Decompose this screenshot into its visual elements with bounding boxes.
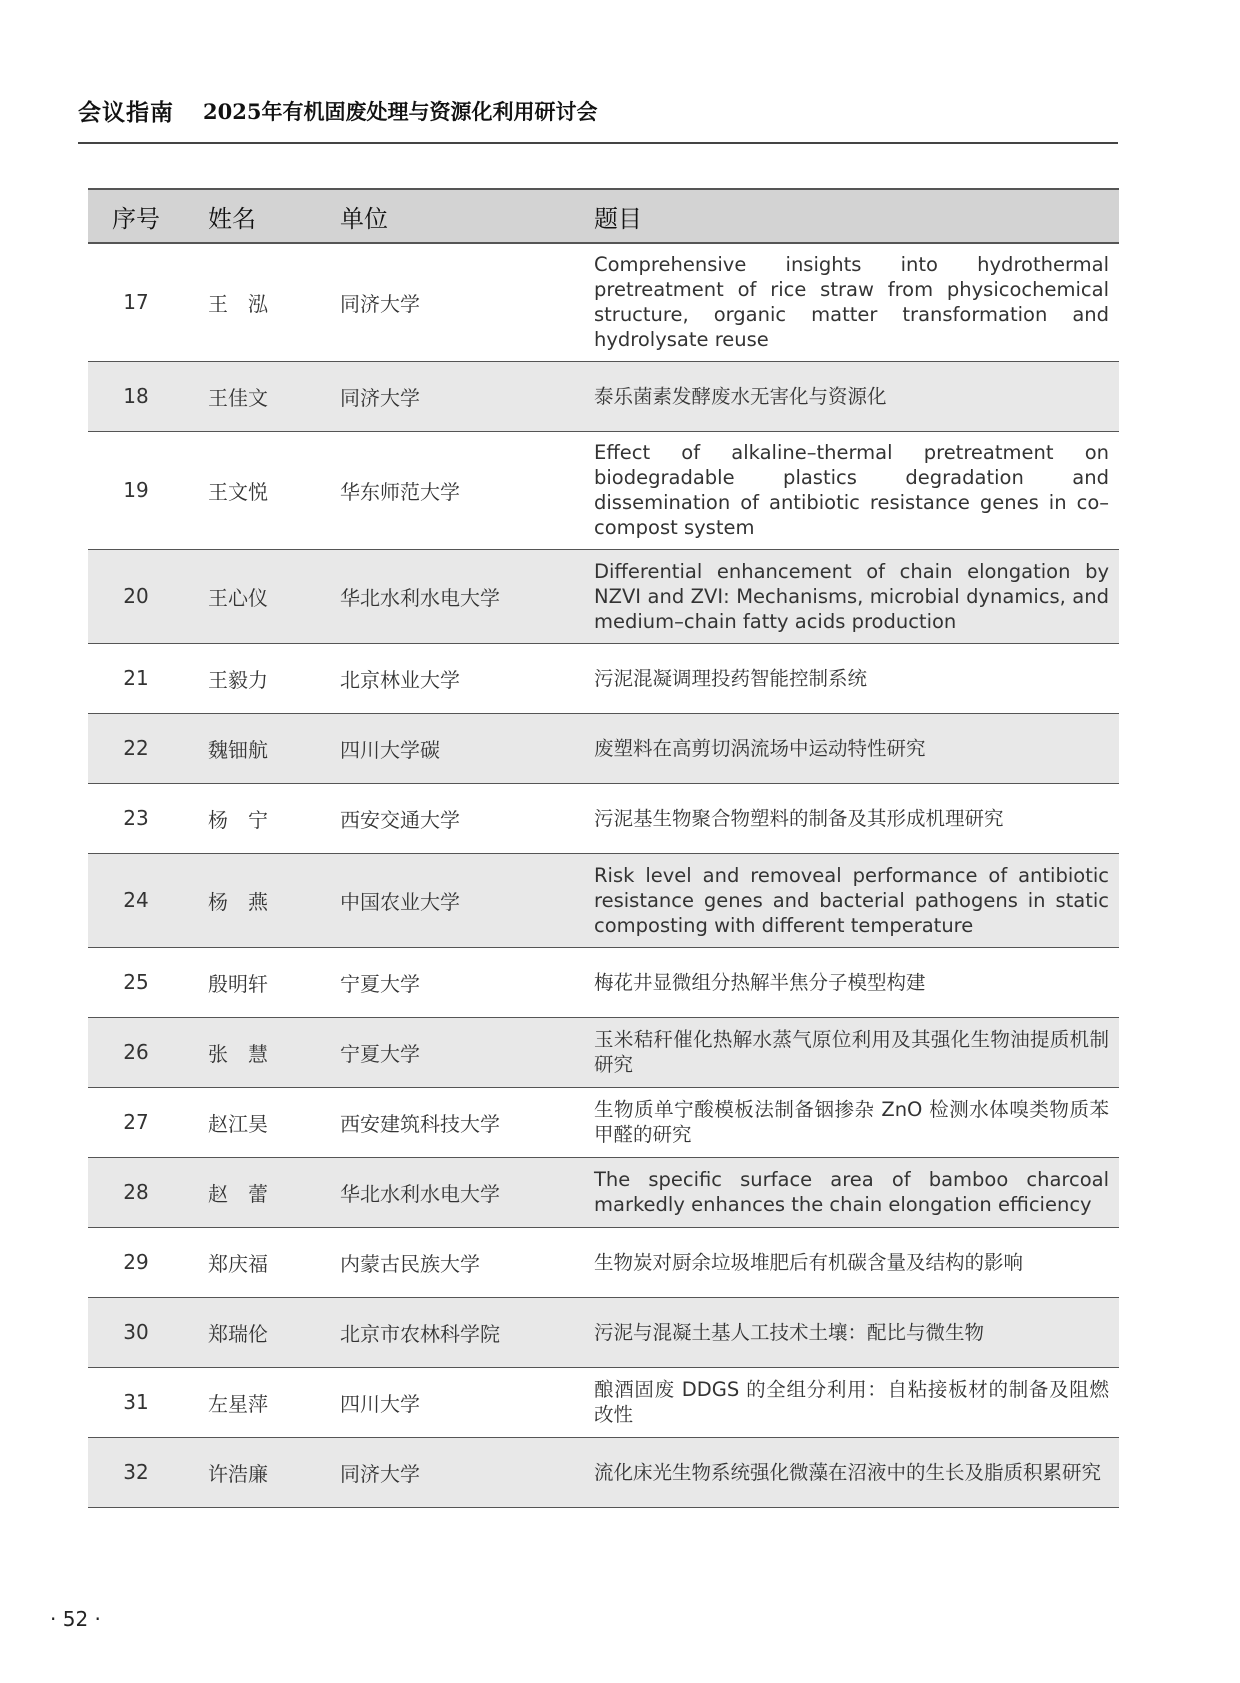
presenter-name: 左星萍 [208, 1391, 268, 1416]
affiliation: 西安建筑科技大学 [340, 1111, 500, 1136]
talk-title: 酿酒固废 DDGS 的全组分利用：自粘接板材的制备及阻燃改性 [594, 1378, 1109, 1426]
table-row [88, 713, 1119, 783]
presenter-name: 郑瑞伦 [208, 1321, 268, 1346]
affiliation: 同济大学 [340, 1461, 420, 1486]
conference-title: 2025年有机固废处理与资源化利用研讨会 [203, 99, 598, 124]
row-number: 25 [123, 970, 149, 994]
talk-title: 梅花井显微组分热解半焦分子模型构建 [594, 970, 926, 994]
table-row [88, 947, 1119, 1017]
affiliation: 同济大学 [340, 385, 420, 410]
talk-title: 生物炭对厨余垃圾堆肥后有机碳含量及结构的影响 [594, 1250, 1024, 1274]
column-header-name: 姓名 [184, 189, 325, 243]
talk-title: 生物质单宁酸模板法制备铟掺杂 ZnO 检测水体嗅类物质苯甲醛的研究 [594, 1098, 1109, 1146]
table-row [88, 1227, 1119, 1297]
talk-title: 废塑料在高剪切涡流场中运动特性研究 [594, 736, 926, 760]
presenter-name: 王佳文 [208, 385, 268, 410]
row-number: 31 [123, 1390, 149, 1414]
presenter-name: 赵 蕾 [208, 1181, 268, 1206]
presenter-name: 王文悦 [208, 479, 268, 504]
affiliation: 北京林业大学 [340, 667, 460, 692]
talk-title: 污泥基生物聚合物塑料的制备及其形成机理研究 [594, 806, 1004, 830]
row-number: 28 [123, 1180, 149, 1204]
affiliation: 华北水利水电大学 [340, 1181, 500, 1206]
affiliation: 同济大学 [340, 291, 420, 316]
table-row [88, 1367, 1119, 1437]
table-row [88, 853, 1119, 947]
page-number: · 52 · [50, 1607, 101, 1631]
row-number: 23 [123, 806, 149, 830]
row-number: 20 [123, 584, 149, 608]
presenter-name: 杨 燕 [208, 889, 268, 914]
affiliation: 中国农业大学 [340, 889, 460, 914]
row-number: 19 [123, 478, 149, 502]
row-number: 30 [123, 1320, 149, 1344]
row-number: 26 [123, 1040, 149, 1064]
table-row [88, 1437, 1119, 1507]
affiliation: 北京市农林科学院 [340, 1321, 500, 1346]
row-number: 29 [123, 1250, 149, 1274]
row-number: 24 [123, 888, 149, 912]
talk-title: Effect of alkaline–thermal pretreatment on biodegradable plastics degradation and dissemination of antibiotic resistance genes in co–compost system [594, 441, 1109, 539]
affiliation: 四川大学碳 [340, 737, 440, 762]
affiliation: 宁夏大学 [340, 1041, 420, 1066]
row-number: 18 [123, 384, 149, 408]
row-number: 27 [123, 1110, 149, 1134]
table-header-row [88, 189, 1119, 243]
row-number: 17 [123, 290, 149, 315]
talk-title: The specific surface area of bamboo charcoal markedly enhances the chain elongation efficiency [594, 1168, 1109, 1216]
table-row [88, 243, 1119, 361]
presenter-name: 魏钿航 [208, 737, 268, 762]
talk-title: 玉米秸秆催化热解水蒸气原位利用及其强化生物油提质机制研究 [594, 1028, 1109, 1076]
talk-title: 泰乐菌素发酵废水无害化与资源化 [594, 384, 887, 408]
row-number: 21 [123, 666, 149, 690]
table-row [88, 1297, 1119, 1367]
table-row [88, 549, 1119, 643]
row-number: 22 [123, 736, 149, 760]
affiliation: 西安交通大学 [340, 807, 460, 832]
presenter-name: 王 泓 [208, 291, 268, 316]
table-row [88, 643, 1119, 713]
talk-title: 污泥与混凝土基人工技术土壤：配比与微生物 [594, 1320, 985, 1344]
talk-title: Risk level and removeal performance of antibiotic resistance genes and bacterial pathogens in static composting with different temperature [594, 863, 1109, 937]
table-row [88, 1157, 1119, 1227]
presenter-table [88, 188, 1119, 1508]
presenter-name: 张 慧 [208, 1041, 268, 1066]
presenter-name: 殷明轩 [208, 971, 268, 996]
affiliation: 宁夏大学 [340, 971, 420, 996]
affiliation: 华东师范大学 [340, 479, 460, 504]
presenter-name: 杨 宁 [208, 807, 268, 832]
column-header-number: 序号 [88, 189, 184, 243]
presenter-name: 赵江昊 [208, 1111, 268, 1136]
table-row [88, 1087, 1119, 1157]
section-label: 会议指南 [78, 99, 174, 126]
affiliation: 内蒙古民族大学 [340, 1251, 480, 1276]
table-row [88, 1017, 1119, 1087]
table-row [88, 431, 1119, 549]
presenter-name: 王心仪 [208, 585, 268, 610]
talk-title: Differential enhancement of chain elongation by NZVI and ZVI: Mechanisms, microbial dynamics, and medium–chain fatty acids production [594, 559, 1109, 633]
affiliation: 华北水利水电大学 [340, 585, 500, 610]
table-row [88, 783, 1119, 853]
row-number: 32 [123, 1460, 149, 1484]
talk-title: 污泥混凝调理投药智能控制系统 [594, 666, 868, 690]
column-header-affiliation: 单位 [325, 189, 587, 243]
presenter-name: 郑庆福 [208, 1251, 268, 1276]
presenter-name: 王毅力 [208, 667, 268, 692]
talk-title: Comprehensive insights into hydrothermal pretreatment of rice straw from physicochemical structure, organic matter transformation and hydrolysate reuse [594, 253, 1109, 352]
running-header [78, 94, 1118, 144]
table-row [88, 361, 1119, 431]
column-header-title: 题目 [587, 189, 1119, 243]
talk-title: 流化床光生物系统强化微藻在沼液中的生长及脂质积累研究 [594, 1460, 1102, 1484]
presenter-name: 许浩廉 [208, 1461, 268, 1486]
affiliation: 四川大学 [340, 1391, 420, 1416]
